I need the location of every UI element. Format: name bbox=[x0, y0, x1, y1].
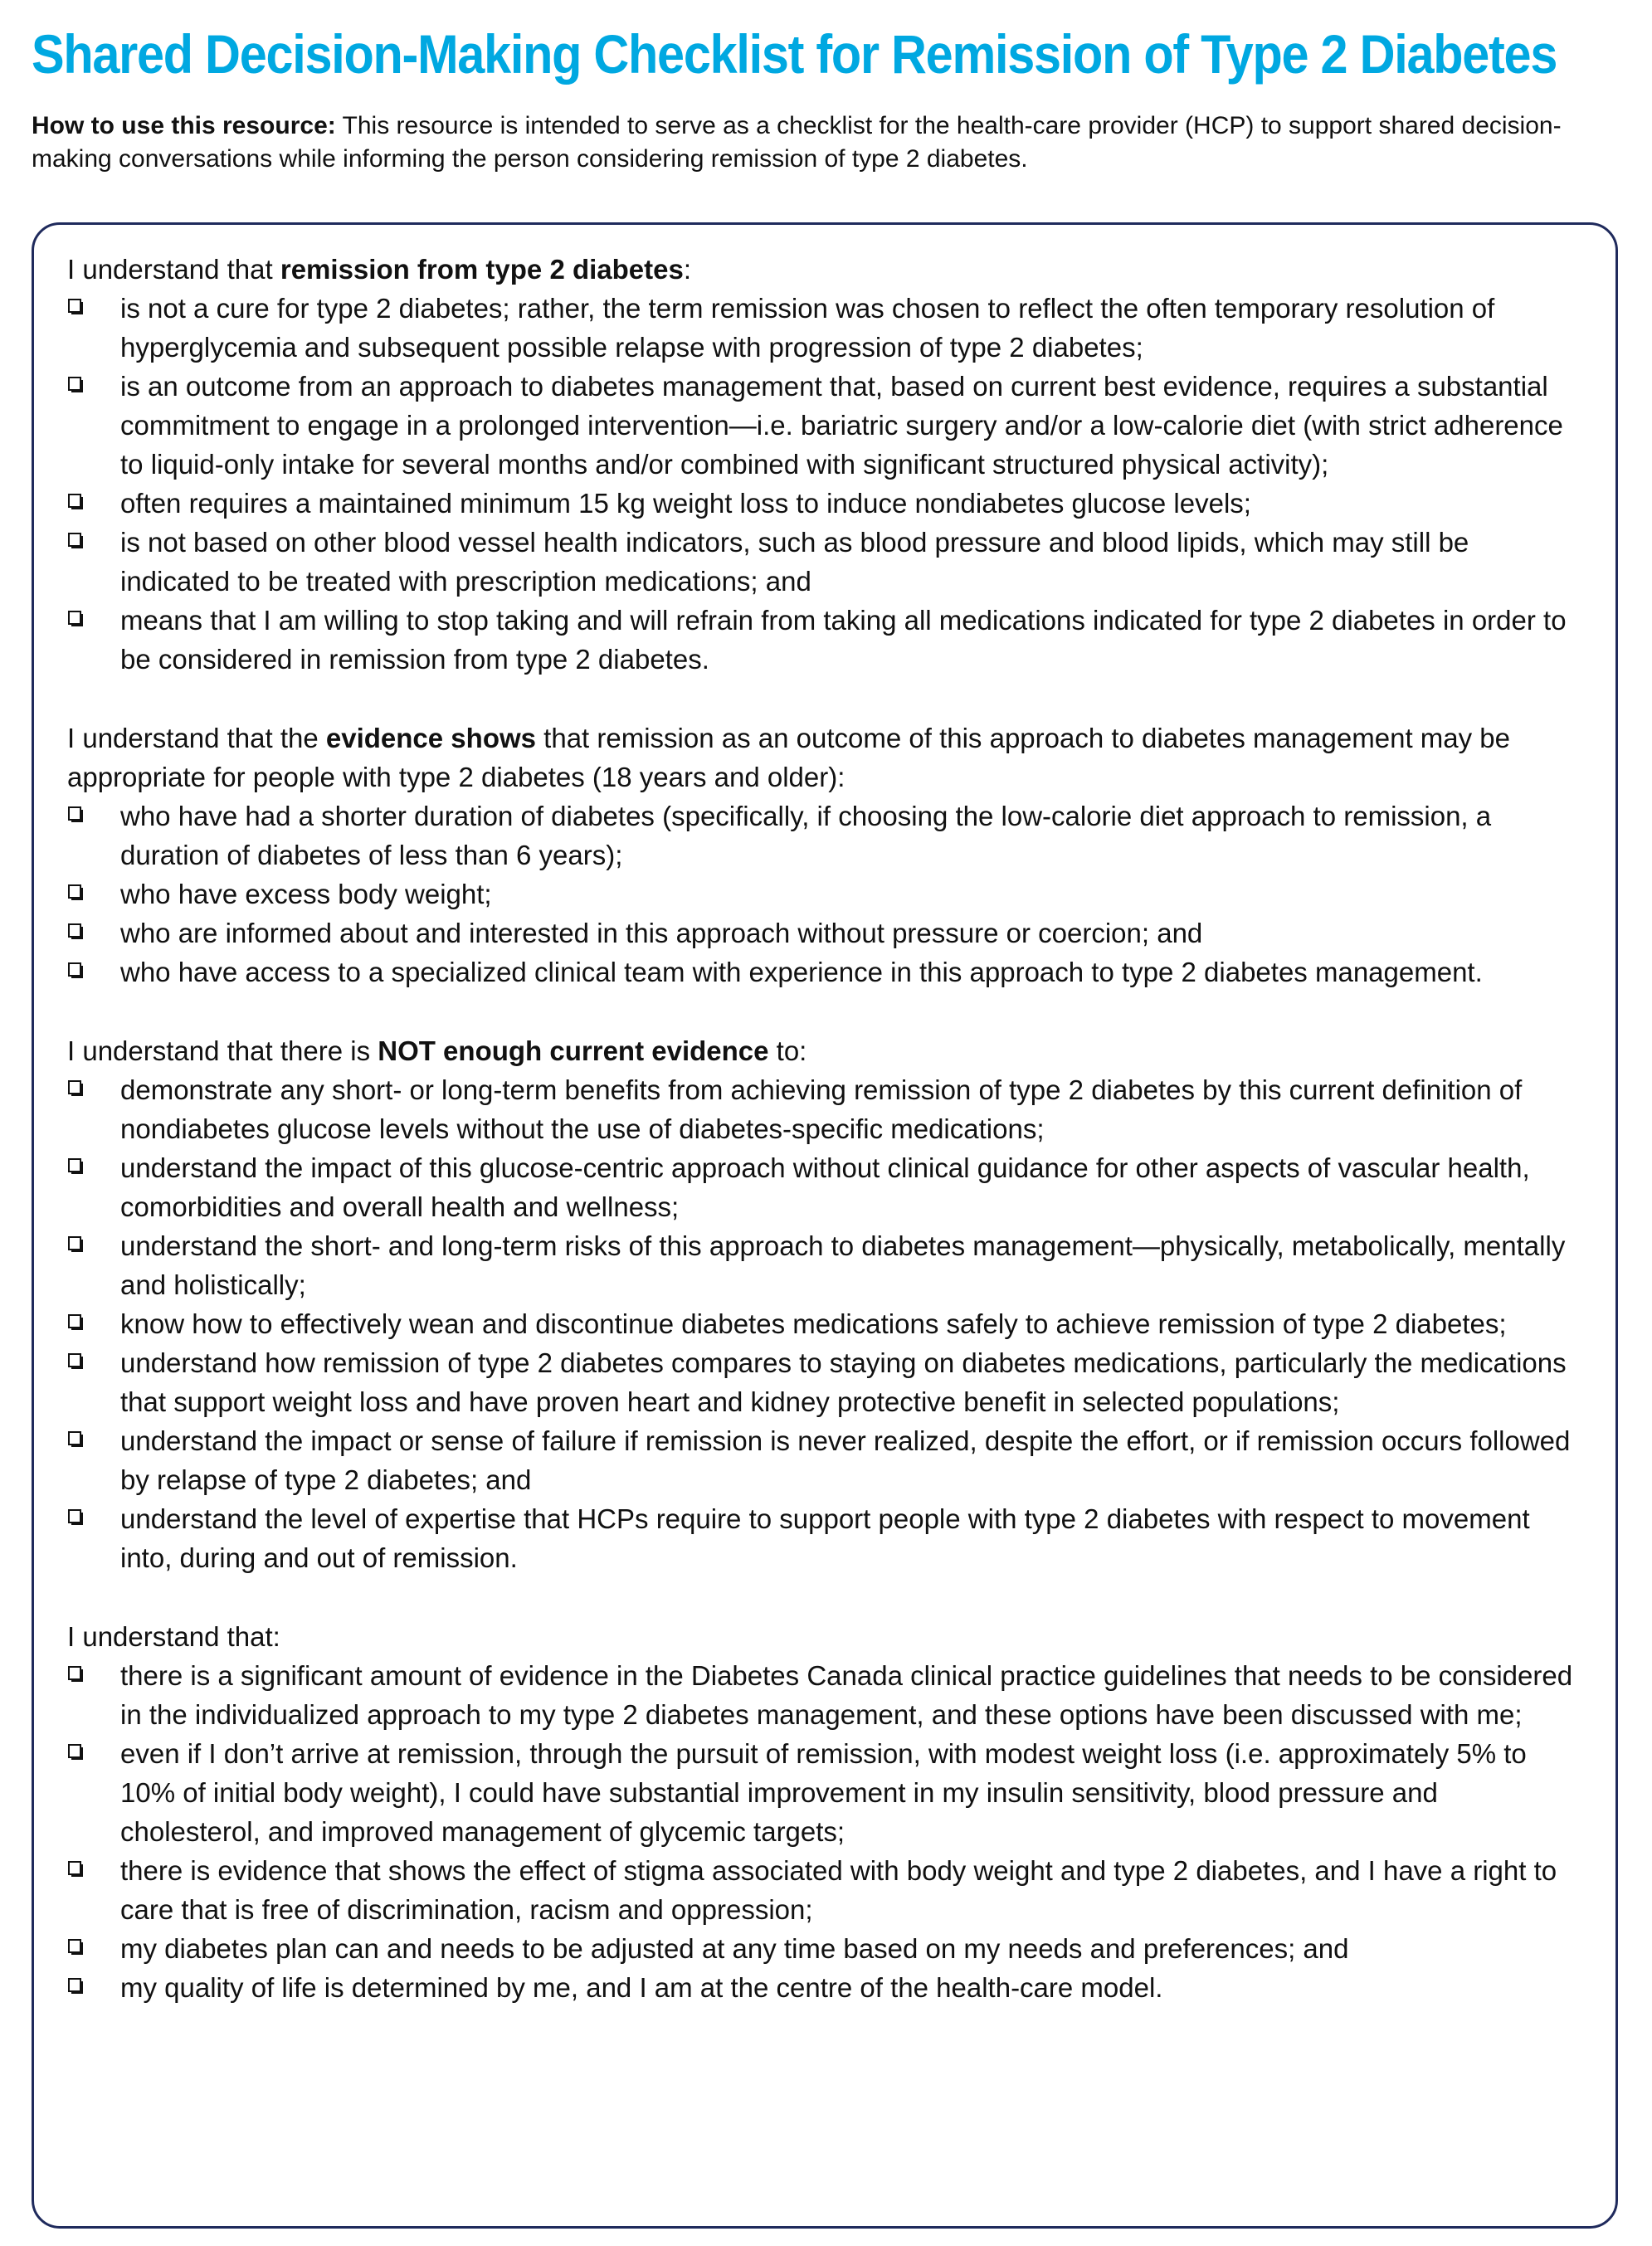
checklist-item-text: means that I am willing to stop taking and will refrain from taking all medications indicated for type 2 diabetes in order to be considered in remission from type 2 diabetes. bbox=[120, 605, 1567, 675]
checklist-item bbox=[67, 601, 1574, 679]
checklist-item-text: understand the impact of this glucose-centric approach without clinical guidance for other aspects of vascular health, comorbidities and overall health and wellness; bbox=[120, 1152, 1530, 1222]
checklist-item bbox=[67, 1734, 1574, 1851]
checklist-item-text: demonstrate any short- or long-term benefits from achieving remission of type 2 diabetes by this current definition of nondiabetes glucose levels without the use of diabetes-specific medications; bbox=[120, 1074, 1523, 1144]
checklist-item-text: there is evidence that shows the effect of stigma associated with body weight and type 2 diabetes, and I have a right to care that is free of discrimination, racism and oppression; bbox=[120, 1855, 1557, 1925]
checkbox-icon[interactable] bbox=[67, 806, 85, 824]
checklist-item-text: my diabetes plan can and needs to be adjusted at any time based on my needs and preferences; and bbox=[120, 1933, 1349, 1964]
checklist-item bbox=[67, 1343, 1574, 1421]
section-not-enough-evidence bbox=[67, 1031, 1574, 1577]
section-general-understanding bbox=[67, 1617, 1574, 2007]
checklist-item bbox=[67, 1968, 1574, 2007]
lead-text: I understand that bbox=[67, 254, 280, 285]
checklist-item-text: who are informed about and interested in this approach without pressure or coercion; and bbox=[120, 918, 1203, 948]
checkbox-icon[interactable] bbox=[67, 923, 85, 941]
checklist-item bbox=[67, 1421, 1574, 1499]
checklist-item bbox=[67, 1851, 1574, 1929]
checkbox-icon[interactable] bbox=[67, 610, 85, 628]
intro-paragraph bbox=[32, 110, 1583, 176]
checkbox-icon[interactable] bbox=[67, 1860, 85, 1878]
checklist-item bbox=[67, 797, 1574, 875]
checklist-item bbox=[67, 1148, 1574, 1226]
checklist-item bbox=[67, 875, 1574, 914]
checklist bbox=[67, 1070, 1574, 1577]
checklist-item-text: is an outcome from an approach to diabetes management that, based on current best evidence, requires a substantial commitment to engage in a prolonged intervention—i.e. bariatric surgery and/or a low-calorie diet (with strict adherence to liquid-only intake for several months and/or combined with significant structured physical activity); bbox=[120, 371, 1563, 480]
checklist bbox=[67, 797, 1574, 991]
checkbox-icon[interactable] bbox=[67, 1235, 85, 1254]
checkbox-icon[interactable] bbox=[67, 298, 85, 316]
checklist-item-text: often requires a maintained minimum 15 kg weight loss to induce nondiabetes glucose levels; bbox=[120, 488, 1251, 519]
checklist-item bbox=[67, 523, 1574, 601]
checklist bbox=[67, 1656, 1574, 2007]
checklist-item-text: know how to effectively wean and discontinue diabetes medications safely to achieve remission of type 2 diabetes; bbox=[120, 1308, 1507, 1339]
lead-text: I understand that the bbox=[67, 723, 326, 753]
checkbox-icon[interactable] bbox=[67, 532, 85, 550]
checkbox-icon[interactable] bbox=[67, 1508, 85, 1527]
checklist-item-text: who have had a shorter duration of diabetes (specifically, if choosing the low-calorie diet approach to remission, a duration of diabetes of less than 6 years); bbox=[120, 801, 1492, 870]
checklist-item bbox=[67, 1499, 1574, 1577]
checklist-item-text: even if I don’t arrive at remission, through the pursuit of remission, with modest weight loss (i.e. approximately 5% to 10% of initial body weight), I could have substantial improvement in my insulin sensitivity, blood pressure and cholesterol, and improved management of glycemic targets; bbox=[120, 1738, 1527, 1847]
checklist-item bbox=[67, 1070, 1574, 1148]
checklist-item-text: there is a significant amount of evidence in the Diabetes Canada clinical practice guidelines that needs to be considered in the individualized approach to my type 2 diabetes management, and these options have been discussed with me; bbox=[120, 1660, 1573, 1730]
section-lead bbox=[67, 1617, 1574, 1656]
lead-bold: NOT enough current evidence bbox=[378, 1035, 769, 1066]
page-title: Shared Decision-Making Checklist for Remission of Type 2 Diabetes bbox=[32, 23, 1557, 85]
checkbox-icon[interactable] bbox=[67, 376, 85, 394]
lead-bold: remission from type 2 diabetes bbox=[280, 254, 684, 285]
checkbox-icon[interactable] bbox=[67, 1430, 85, 1449]
checkbox-icon[interactable] bbox=[67, 962, 85, 980]
checklist-item-text: my quality of life is determined by me, and I am at the centre of the health-care model. bbox=[120, 1972, 1163, 2003]
checklist-item-text: is not based on other blood vessel health indicators, such as blood pressure and blood lipids, which may still be indicated to be treated with prescription medications; and bbox=[120, 527, 1469, 597]
checkbox-icon[interactable] bbox=[67, 1665, 85, 1683]
intro-text: This resource is intended to serve as a checklist for the health-care provider (HCP) to support shared decision-making conversations while informing the person considering remission of type 2 diabetes. bbox=[32, 112, 1562, 173]
checklist-item-text: understand the level of expertise that HCPs require to support people with type 2 diabetes with respect to movement into, during and out of remission. bbox=[120, 1503, 1530, 1573]
intro-label: How to use this resource: bbox=[32, 112, 336, 139]
checkbox-icon[interactable] bbox=[67, 1352, 85, 1371]
section-lead bbox=[67, 1031, 1574, 1070]
checkbox-icon[interactable] bbox=[67, 493, 85, 511]
section-evidence-shows bbox=[67, 719, 1574, 991]
checklist-item-text: understand the short- and long-term risks of this approach to diabetes management—physically, metabolically, mentally and holistically; bbox=[120, 1230, 1566, 1300]
lead-text: I understand that: bbox=[67, 1621, 280, 1652]
checklist-item bbox=[67, 484, 1574, 523]
checklist-item bbox=[67, 1656, 1574, 1734]
checklist-item-text: who have access to a specialized clinical team with experience in this approach to type 2 diabetes management. bbox=[120, 957, 1483, 987]
section-lead bbox=[67, 719, 1574, 797]
checkbox-icon[interactable] bbox=[67, 884, 85, 902]
checkbox-icon[interactable] bbox=[67, 1938, 85, 1956]
checklist-panel bbox=[32, 222, 1618, 2229]
checkbox-icon[interactable] bbox=[67, 1977, 85, 1995]
checklist-item bbox=[67, 952, 1574, 991]
checklist-item bbox=[67, 1304, 1574, 1343]
checkbox-icon[interactable] bbox=[67, 1743, 85, 1761]
section-lead bbox=[67, 250, 1574, 289]
checklist bbox=[67, 289, 1574, 679]
lead-text: : bbox=[683, 254, 692, 285]
checklist-item bbox=[67, 1929, 1574, 1968]
checklist-item-text: understand how remission of type 2 diabetes compares to staying on diabetes medications, particularly the medications that support weight loss and have proven heart and kidney protective benefit in selected populations; bbox=[120, 1347, 1567, 1417]
checklist-item-text: understand the impact or sense of failure if remission is never realized, despite the effort, or if remission occurs followed by relapse of type 2 diabetes; and bbox=[120, 1425, 1571, 1495]
lead-text: to: bbox=[768, 1035, 807, 1066]
checkbox-icon[interactable] bbox=[67, 1079, 85, 1098]
checkbox-icon[interactable] bbox=[67, 1313, 85, 1332]
checklist-item-text: who have excess body weight; bbox=[120, 879, 492, 909]
lead-bold: evidence shows bbox=[325, 723, 536, 753]
checklist-item bbox=[67, 1226, 1574, 1304]
checklist-item bbox=[67, 367, 1574, 484]
checklist-item bbox=[67, 914, 1574, 952]
lead-text: I understand that there is bbox=[67, 1035, 378, 1066]
lead-text: that remission as an outcome of this approach to diabetes management may be appropriate for people with type 2 diabetes (18 years and older): bbox=[67, 723, 1510, 792]
section-remission-definition bbox=[67, 250, 1574, 679]
checklist-item-text: is not a cure for type 2 diabetes; rather, the term remission was chosen to reflect the often temporary resolution of hyperglycemia and subsequent possible relapse with progression of type 2 diabetes; bbox=[120, 293, 1495, 363]
checklist-item bbox=[67, 289, 1574, 367]
checkbox-icon[interactable] bbox=[67, 1157, 85, 1176]
